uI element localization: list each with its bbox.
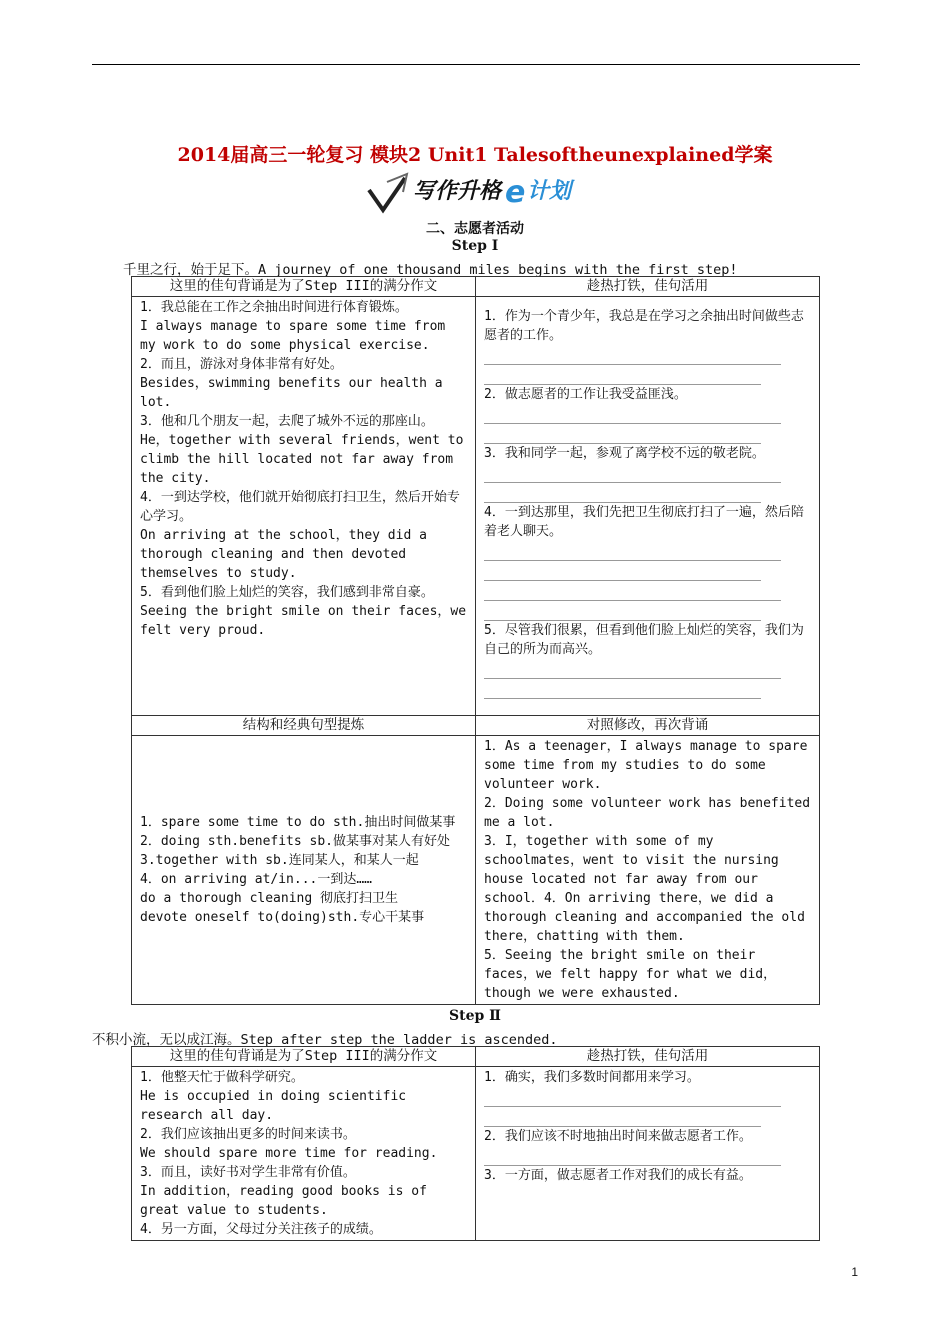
- answer-blank[interactable]: [484, 345, 781, 365]
- answer-blank[interactable]: [484, 1087, 781, 1107]
- model-answers: 1．As a teenager，I always manage to spare some time from my studies to do some volunteer work. 2．Doing some volunteer work has benefited me a lot. 3．I，together with some of my schoolmates，went to visit the nursing house located not far away from our school．4．On arriving there，we did a thorough cleaning and accompanied the old there，chatting with them. 5．Seeing the bright smile on their faces，we felt happy for what we did，though we were exhausted.: [484, 739, 811, 1001]
- header-practice: 趁热打铁，佳句活用: [476, 1047, 820, 1067]
- practice-cell: [476, 1067, 820, 1241]
- header-rule: [92, 64, 860, 65]
- structure-item: 1．spare some time to do sth.抽出时间做某事: [140, 815, 456, 830]
- step-1-table: [131, 276, 820, 1005]
- practice-prompt: 5．尽管我们很累，但看到他们脸上灿烂的笑容，我们为自己的所为而高兴。: [484, 623, 804, 657]
- svg-text:写作升格: 写作升格: [413, 179, 502, 204]
- recite-sentences-cell: [132, 297, 476, 716]
- recite-item: 3．而且，读好书对学生非常有价值。: [140, 1165, 356, 1180]
- recite-item: I always manage to spare some time from my work to do some physical exercise.: [140, 319, 446, 353]
- header-recite: 这里的佳句背诵是为了Step III的满分作文: [132, 1047, 476, 1067]
- step-2-label: Step Ⅱ: [449, 1008, 501, 1024]
- recite-item: 4．另一方面，父母过分关注孩子的成绩。: [140, 1222, 382, 1237]
- answer-blank[interactable]: [484, 581, 781, 601]
- practice-prompt: 2．做志愿者的工作让我受益匪浅。: [484, 387, 687, 402]
- answer-blank[interactable]: [484, 463, 781, 483]
- answer-blank[interactable]: [484, 601, 761, 621]
- answer-blank[interactable]: [484, 404, 781, 424]
- svg-text:e: e: [505, 175, 526, 210]
- recite-item: Besides，swimming benefits our health a lot.: [140, 376, 443, 410]
- page-number: 1: [851, 1265, 858, 1279]
- practice-cell: [476, 297, 820, 716]
- answer-blank[interactable]: [484, 365, 761, 385]
- structure-item: do a thorough cleaning 彻底打扫卫生: [140, 891, 399, 906]
- answer-blank[interactable]: [484, 679, 761, 699]
- header-recite: 这里的佳句背诵是为了Step III的满分作文: [132, 277, 476, 297]
- answer-blank[interactable]: [484, 561, 761, 581]
- header-compare: 对照修改，再次背诵: [476, 716, 820, 736]
- answer-blank[interactable]: [484, 541, 781, 561]
- step-2-motto: 不积小流，无以成江海。Step after step the ladder is ascended.: [92, 1032, 558, 1048]
- practice-prompt: 4．一到达那里，我们先把卫生彻底打扫了一遍，然后陪着老人聊天。: [484, 505, 804, 539]
- structure-item: devote oneself to(doing)sth.专心干某事: [140, 910, 425, 925]
- practice-prompt: 3．我和同学一起，参观了离学校不远的敬老院。: [484, 446, 765, 461]
- answer-blank[interactable]: [484, 1107, 761, 1127]
- recite-item: 1．我总能在工作之余抽出时间进行体育锻炼。: [140, 300, 408, 315]
- recite-item: In addition，reading good books is of great value to students.: [140, 1184, 427, 1218]
- recite-item: 1．他整天忙于做科学研究。: [140, 1070, 304, 1085]
- practice-prompt: 1．作为一个青少年，我总是在学习之余抽出时间做些志愿者的工作。: [484, 309, 804, 343]
- step-1-label: Step Ⅰ: [451, 238, 499, 254]
- recite-item: 4．一到达学校，他们就开始彻底打扫卫生，然后开始专心学习。: [140, 490, 460, 524]
- recite-item: 2．而且，游泳对身体非常有好处。: [140, 357, 343, 372]
- recite-item: Seeing the bright smile on their faces，we felt very proud.: [140, 604, 467, 638]
- answer-blank[interactable]: [484, 483, 761, 503]
- practice-prompt: 1．确实，我们多数时间都用来学习。: [484, 1070, 700, 1085]
- step-2-table: [131, 1046, 820, 1241]
- recite-item: 2．我们应该抽出更多的时间来读书。: [140, 1127, 356, 1142]
- writing-upgrade-logo: [365, 168, 615, 220]
- practice-prompt: 2．我们应该不时地抽出时间来做志愿者工作。: [484, 1129, 752, 1144]
- header-practice: 趁热打铁，佳句活用: [476, 277, 820, 297]
- recite-item: He，together with several friends，went to climb the hill located not far away from the city.: [140, 433, 464, 486]
- recite-item: 5．看到他们脸上灿烂的笑容，我们感到非常自豪。: [140, 585, 434, 600]
- answer-blank[interactable]: [484, 659, 781, 679]
- step-1-motto: 千里之行，始于足下。A journey of one thousand miles begins with the first step!: [123, 262, 738, 278]
- structure-item: 2．doing sth.benefits sb.做某事对某人有好处: [140, 834, 451, 849]
- recite-item: We should spare more time for reading.: [140, 1146, 438, 1161]
- structure-item: 4．on arriving at/in...一到达……: [140, 872, 373, 887]
- section-title: 二、志愿者活动: [426, 221, 524, 237]
- model-answers-cell: [476, 736, 820, 1005]
- recite-item: On arriving at the school，they did a thorough cleaning and then devoted themselves to study.: [140, 528, 427, 581]
- practice-prompt: 3．一方面，做志愿者工作对我们的成长有益。: [484, 1168, 752, 1183]
- recite-item: 3．他和几个朋友一起，去爬了城外不远的那座山。: [140, 414, 434, 429]
- structures-cell: [132, 736, 476, 1005]
- recite-sentences-cell: [132, 1067, 476, 1241]
- document-title: 2014届高三一轮复习 模块2 Unit1 Talesoftheunexplained学案: [177, 144, 773, 166]
- header-structures: 结构和经典句型提炼: [132, 716, 476, 736]
- answer-blank[interactable]: [484, 424, 761, 444]
- recite-item: He is occupied in doing scientific research all day.: [140, 1089, 407, 1123]
- svg-text:计划: 计划: [527, 179, 572, 204]
- answer-blank[interactable]: [484, 1146, 781, 1166]
- structure-item: 3.together with sb.连同某人，和某人一起: [140, 853, 419, 868]
